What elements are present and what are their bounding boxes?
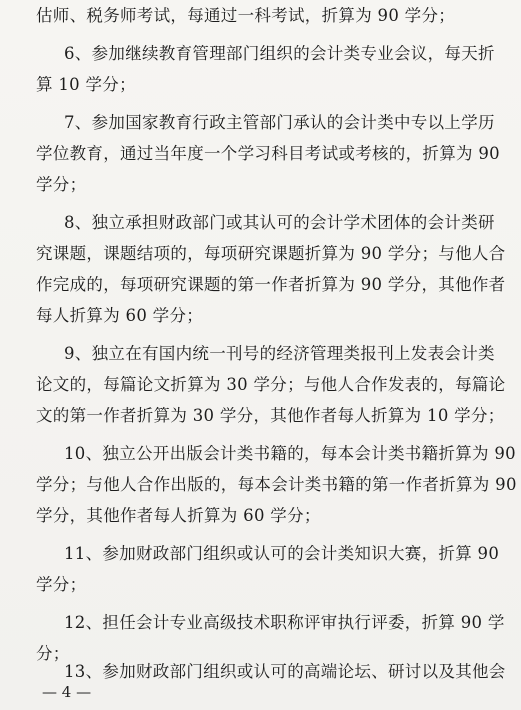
text-line-5: 学位教育，通过当年度一个学习科目考试或考核的，折算为 90 [36,144,500,163]
text-line-3: 算 10 学分； [36,75,136,94]
text-line-9: 作完成的，每项研究课题的第一作者折算为 90 学分，其他作者 [36,275,506,294]
text-line-2: 6、参加继续教育管理部门组织的会计类专业会议，每天折 [64,44,495,63]
text-line-19: 12、担任会计专业高级技术职称评审执行评委，折算 90 学 [64,613,505,632]
text-line-12: 论文的，每篇论文折算为 30 学分；与他人合作发表的，每篇论 [36,375,506,394]
text-line-21: 13、参加财政部门组织或认可的高端论坛、研讨以及其他会 [64,662,506,681]
text-line-7: 8、独立承担财政部门或其认可的会计学术团体的会计类研 [64,213,495,232]
text-line-16: 学分，其他作者每人折算为 60 学分； [36,506,321,525]
text-line-8: 究课题，课题结项的，每项研究课题折算为 90 学分；与他人合 [36,244,506,263]
text-line-15: 学分；与他人合作出版的，每本会计类书籍的第一作者折算为 90 [36,475,517,494]
text-line-18: 学分； [36,575,87,594]
text-line-4: 7、参加国家教育行政主管部门承认的会计类中专以上学历 [64,113,495,132]
text-line-20: 分； [36,644,70,663]
text-line-17: 11、参加财政部门组织或认可的会计类知识大赛，折算 90 [64,544,500,563]
text-line-14: 10、独立公开出版会计类书籍的，每本会计类书籍折算为 90 [64,444,516,463]
text-line-10: 每人折算为 60 学分； [36,306,204,325]
text-line-6: 学分； [36,175,87,194]
page-number: — 4 — [42,683,92,701]
text-line-11: 9、独立在有国内统一刊号的经济管理类报刊上发表会计类 [64,344,495,363]
text-line-1: 估师、税务师考试，每通过一科考试，折算为 90 学分； [36,6,456,25]
text-line-13: 文的第一作者折算为 30 学分，其他作者每人折算为 10 学分； [36,406,505,425]
